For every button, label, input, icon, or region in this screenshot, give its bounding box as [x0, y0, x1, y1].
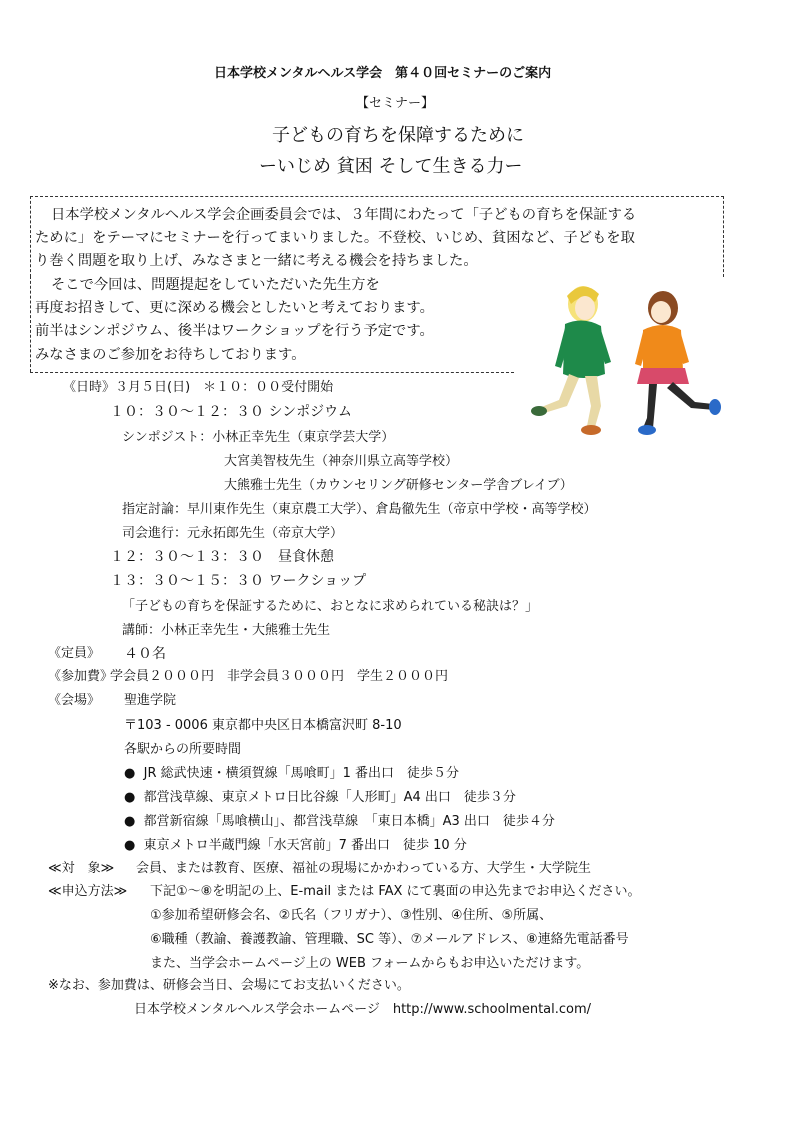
symposist-3: 大熊雅士先生（カウンセリング研修センター学舎ブレイブ） [224, 478, 573, 493]
seminar-title: 日本学校メンタルヘルス学会 第４０回セミナーのご案内 [214, 66, 552, 81]
discussants: 指定討論：早川東作先生（東京農工大学）、倉島徹先生（帝京中学校・高等学校） [122, 502, 597, 517]
station-text: 東京メトロ半蔵門線「水天宮前」7 番出口 徒歩 10 分 [143, 838, 467, 853]
fee-label: 《参加費》 [48, 669, 114, 684]
capacity-label: 《定員》 [48, 646, 101, 661]
seminar-tag: 【セミナー】 [356, 96, 435, 111]
apply-web: また、当学会ホームページ上の WEB フォームからもお申込いただけます。 [150, 956, 590, 971]
intro-line: みなさまのご参加をお待ちしております。 [35, 347, 306, 363]
fee-value: 学会員２０００円 非学会員３０００円 学生２０００円 [110, 669, 449, 684]
theme-line-2: ーいじめ 貧困 そして生きる力ー [259, 156, 523, 177]
symposist-1: シンポジスト：小林正幸先生（東京学芸大学） [122, 430, 395, 445]
intro-line: り巻く問題を取り上げ、みなさまと一緒に考える機会を持ちました。 [35, 253, 478, 269]
station-text: 都営浅草線、東京メトロ日比谷線「人形町」A4 出口 徒歩３分 [143, 790, 516, 805]
station-item [124, 812, 555, 831]
lecturers: 講師：小林正幸先生・大熊雅士先生 [122, 623, 331, 638]
station-item [124, 836, 467, 855]
event-datetime: 《日時》３月５日(日) ＊１０：００受付開始 [63, 380, 334, 395]
venue-name: 聖進学院 [124, 693, 177, 708]
bullet-icon: ● [124, 790, 136, 805]
access-title: 各駅からの所要時間 [124, 742, 242, 757]
venue-address: 〒103 - 0006 東京都中央区日本橋富沢町 8-10 [124, 718, 402, 733]
workshop-time: １３：３０～１５：３０ ワークショップ [110, 573, 367, 589]
workshop-title: 「子どもの育ちを保証するために、おとなに求められている秘訣は？」 [122, 599, 539, 614]
apply-label: ≪申込方法≫ [48, 884, 128, 899]
symposist-2: 大宮美智枝先生（神奈川県立高等学校） [224, 454, 459, 469]
intro-line: そこで今回は、問題提起をしていただいた先生方を [51, 277, 380, 293]
capacity-value: ４０名 [124, 646, 166, 662]
moderator: 司会進行：元永拓郎先生（帝京大学） [122, 526, 344, 541]
intro-frame-left [30, 276, 31, 372]
station-item [124, 764, 459, 783]
apply-items-1: ①参加希望研修会名、②氏名（フリガナ）、③性別、④住所、⑤所属、 [150, 908, 553, 923]
intro-frame-bottom [30, 372, 514, 373]
girl-figure [635, 291, 721, 435]
theme-line-1: 子どもの育ちを保障するために [272, 125, 524, 146]
bullet-icon: ● [124, 766, 136, 781]
target-label: ≪対 象≫ [48, 861, 115, 876]
apply-items-2: ⑥職種（教諭、養護教諭、管理職、SC 等）、⑦メールアドレス、⑧連絡先電話番号 [150, 932, 629, 947]
children-illustration [525, 278, 725, 443]
apply-instructions: 下記①～⑧を明記の上、E-mail または FAX にて裏面の申込先までお申込ください。 [150, 884, 641, 899]
station-item [124, 788, 516, 807]
homepage-link[interactable]: 日本学校メンタルヘルス学会ホームページ http://www.schoolmental.com/ [134, 1002, 592, 1017]
lunch-break: １２：３０～１３：３０ 昼食休憩 [110, 549, 334, 565]
station-text: JR 総武快速・横須賀線「馬喰町」1 番出口 徒歩５分 [143, 766, 460, 781]
payment-note: ※なお、参加費は、研修会当日、会場にてお支払いください。 [48, 978, 410, 993]
boy-figure [531, 286, 611, 435]
intro-line: 日本学校メンタルヘルス学会企画委員会では、３年間にわたって「子どもの育ちを保証する [51, 207, 637, 223]
station-text: 都営新宿線「馬喰横山」、都営浅草線 「東日本橋」A3 出口 徒歩４分 [143, 814, 555, 829]
symposium-time: １０：３０～１２：３０ シンポジウム [110, 404, 352, 420]
target-audience: 会員、または教育、医療、福祉の現場にかかわっている方、大学生・大学院生 [136, 861, 591, 876]
intro-line: 再度お招きして、更に深める機会としたいと考えております。 [35, 300, 434, 316]
venue-label: 《会場》 [48, 693, 101, 708]
intro-line: ために」をテーマにセミナーを行ってまいりました。不登校、いじめ、貧困など、子どもを取 [35, 230, 635, 246]
intro-line: 前半はシンポジウム、後半はワークショップを行う予定です。 [35, 323, 434, 339]
bullet-icon: ● [124, 814, 136, 829]
bullet-icon: ● [124, 838, 136, 853]
